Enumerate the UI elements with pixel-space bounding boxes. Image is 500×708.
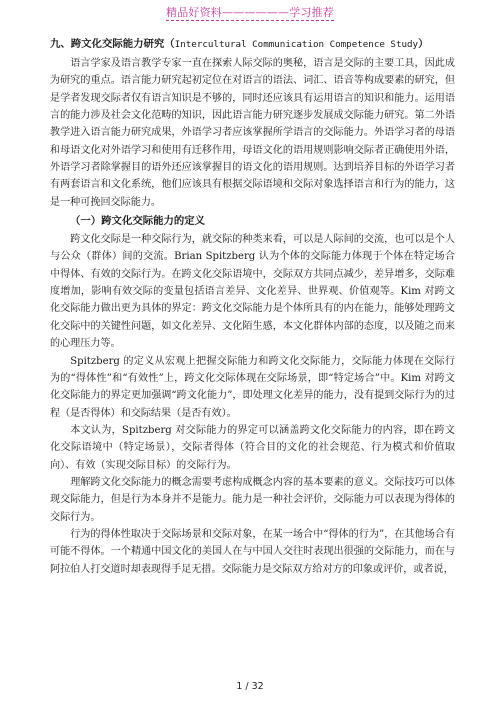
paragraph-1: 语言学家及语言教学专家一直在探索人际交际的奥秘，语言是交际的主要工具，因此成为研究的重点。语言能力研究起初定位在对语言的语法、词汇、语音等构成要素的研究，但是学者发现交际者仅有语言知识是不够的，同时还应该具有运用语言的知识和能力。运用语言的能力涉及社会文化范畴的知识，因此语言能力研究逐步发展成交际能力研究。第二外语教学进入语言能力研究成果，外语学习者应该掌握所学语言的交际能力。外语学习者的母语和母语文化对外语学习和使用有迁移作用，母语文化的语用规则影响交际者正确使用外语，外语学习者除掌握目的语外还应该掌握目的语文化的语用规则。达到培养目标的外语学习者有两套语言和文化系统，他们应该具有根据交际语境和交际对象选择语言和行为的能力，这是一种可挽回交际能力。	[50, 58, 455, 208]
page-number: 1 / 32	[236, 681, 264, 692]
paragraph-6: 行为的得体性取决于交际场景和交际对象，在某一场合中“得体的行为”，在其他场合有可能不得体。一个精通中国文化的美国人在与中国人交往时表现出很强的交际能力，而在与阿拉伯人打交道时却表现得手足无措。交际能力是交际双方给对方的印象或评价，或者说，	[50, 528, 455, 575]
paragraph-2: 跨文化交际是一种交际行为，就交际的种类来看，可以是人际间的交流，也可以是个人与公众（群体）间的交流。Brian Spitzberg 认为个体的交际能力体现于个体在特定场合中得体、有效的交际行为。在跨文化交际语境中，交际双方共同点减少，差异增多，交际难度增加，影响有效交际的变量包括语言差异、文化差异、世界观、价值观等。Kim 对跨文化交际能力做出更为具体的界定：跨文化交际能力是个体所具有的内在能力，能够处理跨文化交际中的关键性问题，如文化差异、文化陌生感，本文化群体内部的态度，以及随之而来的心理压力等。	[50, 234, 455, 350]
section-title-cn: 九、跨文化交际能力研究（	[50, 38, 175, 50]
header-text: 精品好资料——————学习推荐	[166, 6, 334, 19]
page-header	[0, 6, 500, 20]
section-title-close: ）	[418, 38, 429, 50]
section-title-en: Intercultural Communication Competence Study	[174, 39, 419, 50]
document-body	[50, 36, 455, 578]
subsection-title: （一）跨文化交际能力的定义	[70, 215, 206, 228]
paragraph-5: 理解跨文化交际能力的概念需要考虑构成概念内容的基本要素的意义。交际技巧可以体现交际能力，但是行为本身并不是能力。能力是一种社会评价，交际能力可以表现为得体的交际行为。	[50, 476, 455, 523]
paragraph-3: Spitzberg 的定义从宏观上把握交际能力和跨文化交际能力，交际能力体现在交际行为的“得体性”和“有效性”上，跨文化交际体现在交际场景，即“特定场合”中。Kim 对跨文化交际能力的界定更加强调“跨文化能力”，即处理文化差异的能力，没有提到交际行为的过程（是否得体）和交际结果（是否有效）。	[50, 355, 455, 419]
section-title	[50, 36, 455, 53]
paragraph-4: 本文认为，Spitzberg 对交际能力的界定可以涵盖跨文化交际能力的内容，即在跨文化交际语境中（特定场景），交际者得体（符合目的文化的社会规范、行为模式和价值取向）、有效（实现交际目标）的交际行为。	[50, 424, 455, 471]
